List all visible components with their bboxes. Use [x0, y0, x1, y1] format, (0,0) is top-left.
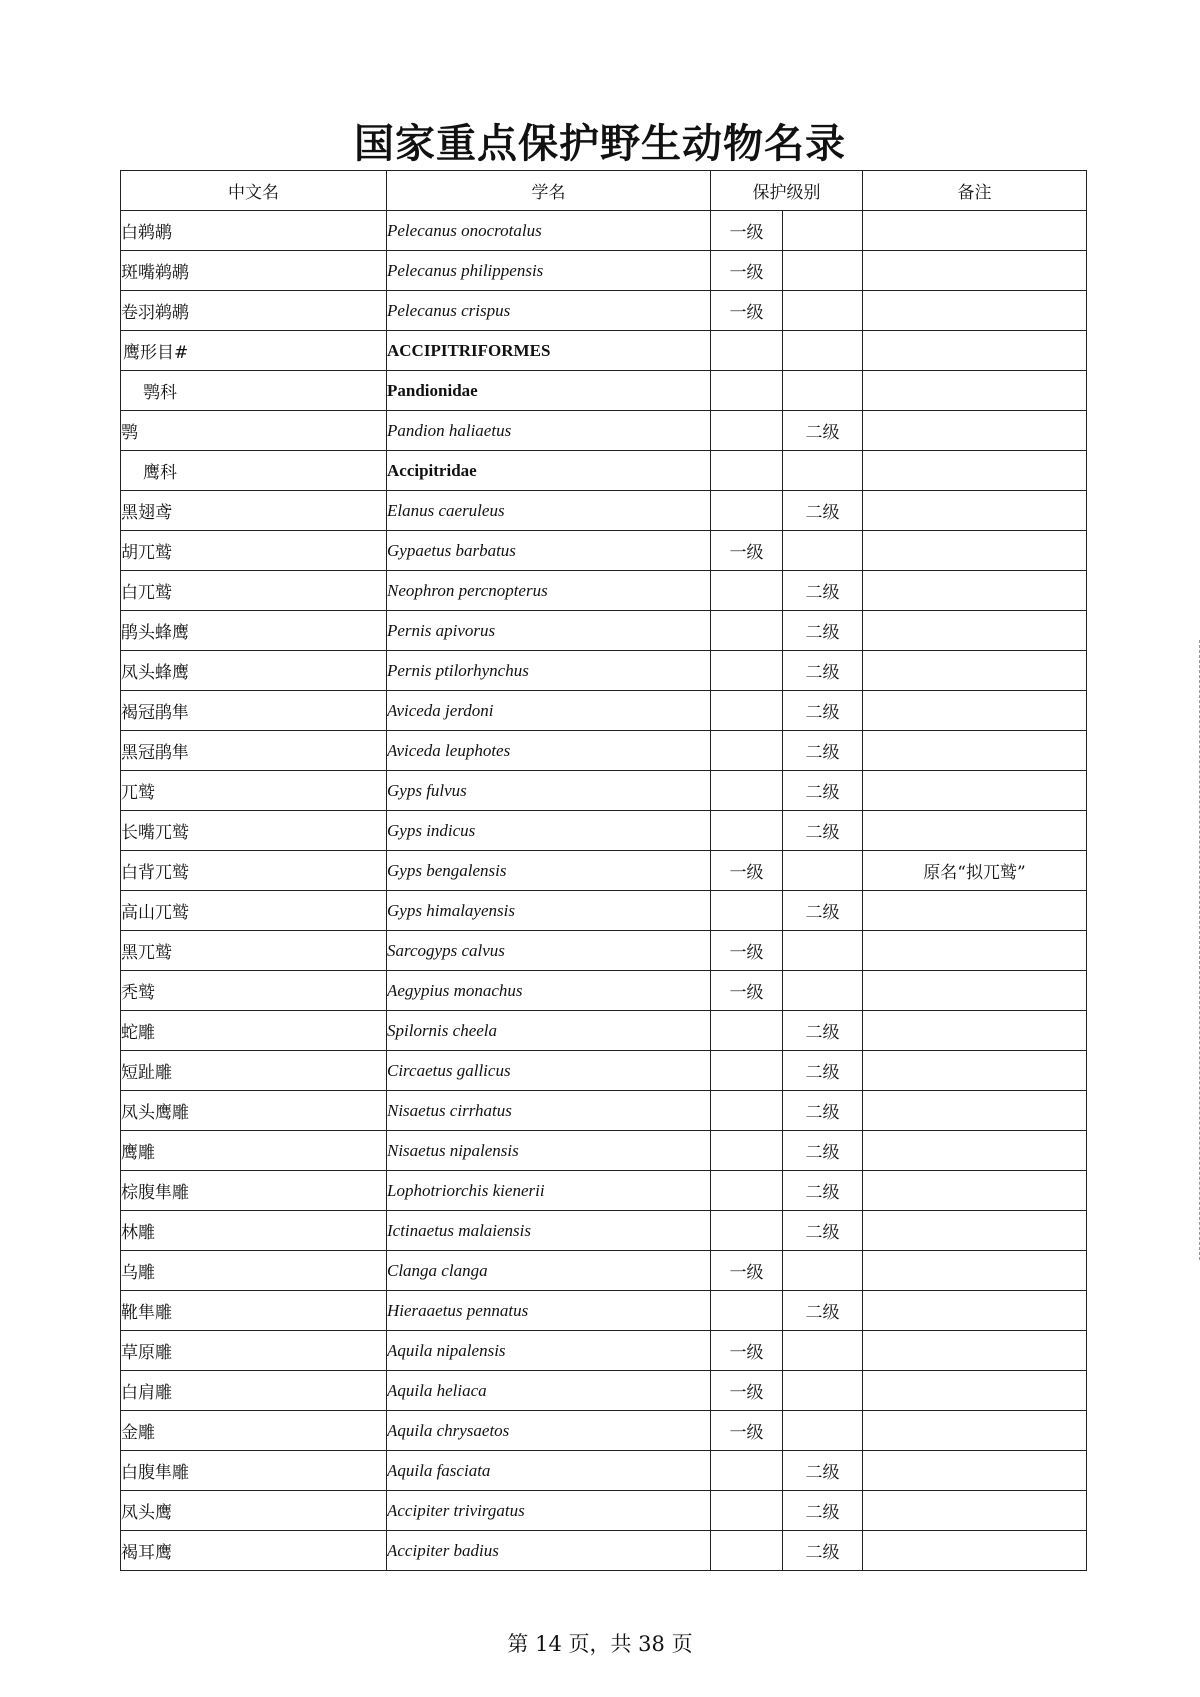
table-row [121, 1411, 1087, 1451]
chinese-name-cell: 鹰科 [121, 451, 387, 491]
scientific-name-cell: Aquila nipalensis [387, 1331, 711, 1371]
header-protection-level: 保护级别 [711, 171, 863, 211]
level-two-cell: 二级 [783, 811, 863, 851]
scientific-name-cell: Pernis ptilorhynchus [387, 651, 711, 691]
level-one-cell [711, 731, 783, 771]
order-row [121, 331, 1087, 371]
level-two-cell: 二级 [783, 1171, 863, 1211]
chinese-name-cell: 鹰形目# [121, 331, 387, 371]
scientific-name-cell: Circaetus gallicus [387, 1051, 711, 1091]
chinese-name-cell: 凤头蜂鹰 [121, 651, 387, 691]
level-one-cell [711, 1091, 783, 1131]
chinese-name-cell: 白腹隼雕 [121, 1451, 387, 1491]
level-one-cell: 一级 [711, 1411, 783, 1451]
remarks-cell: 原名“拟兀鹫” [863, 851, 1087, 891]
level-two-cell: 二级 [783, 691, 863, 731]
remarks-cell [863, 1411, 1087, 1451]
level-one-cell [711, 411, 783, 451]
level-two-cell: 二级 [783, 1491, 863, 1531]
table-row [121, 1331, 1087, 1371]
level-one-cell [711, 811, 783, 851]
level-one-cell [711, 1051, 783, 1091]
remarks-cell [863, 411, 1087, 451]
remarks-cell [863, 251, 1087, 291]
table-row [121, 1251, 1087, 1291]
scientific-name-cell: Accipiter badius [387, 1531, 711, 1571]
level-one-cell [711, 651, 783, 691]
level-one-cell: 一级 [711, 1331, 783, 1371]
table-row [121, 691, 1087, 731]
scientific-name-cell: Accipiter trivirgatus [387, 1491, 711, 1531]
level-two-cell: 二级 [783, 1011, 863, 1051]
level-one-cell: 一级 [711, 211, 783, 251]
level-one-cell [711, 771, 783, 811]
table-row [121, 1451, 1087, 1491]
level-one-cell: 一级 [711, 1371, 783, 1411]
scientific-name-cell: Spilornis cheela [387, 1011, 711, 1051]
level-two-cell [783, 451, 863, 491]
scientific-name-cell: Elanus caeruleus [387, 491, 711, 531]
chinese-name-cell: 鹗科 [121, 371, 387, 411]
family-row [121, 451, 1087, 491]
level-two-cell: 二级 [783, 1211, 863, 1251]
table-row [121, 1131, 1087, 1171]
scan-edge-marks [1196, 640, 1200, 1260]
remarks-cell [863, 1051, 1087, 1091]
level-two-cell [783, 851, 863, 891]
level-one-cell [711, 1491, 783, 1531]
table-row [121, 931, 1087, 971]
chinese-name-cell: 凤头鹰雕 [121, 1091, 387, 1131]
remarks-cell [863, 1491, 1087, 1531]
scientific-name-cell: Aviceda leuphotes [387, 731, 711, 771]
level-two-cell: 二级 [783, 1131, 863, 1171]
level-one-cell [711, 371, 783, 411]
table-row [121, 531, 1087, 571]
level-one-cell [711, 331, 783, 371]
level-two-cell: 二级 [783, 1451, 863, 1491]
remarks-cell [863, 571, 1087, 611]
remarks-cell [863, 1331, 1087, 1371]
level-two-cell: 二级 [783, 771, 863, 811]
remarks-cell [863, 1251, 1087, 1291]
remarks-cell [863, 1451, 1087, 1491]
chinese-name-cell: 褐耳鹰 [121, 1531, 387, 1571]
table-row [121, 651, 1087, 691]
scientific-name-cell: Pelecanus onocrotalus [387, 211, 711, 251]
table-row [121, 1491, 1087, 1531]
remarks-cell [863, 331, 1087, 371]
level-one-cell [711, 1211, 783, 1251]
chinese-name-cell: 褐冠鹃隼 [121, 691, 387, 731]
level-two-cell [783, 211, 863, 251]
chinese-name-cell: 草原雕 [121, 1331, 387, 1371]
level-two-cell: 二级 [783, 1531, 863, 1571]
chinese-name-cell: 胡兀鹫 [121, 531, 387, 571]
remarks-cell [863, 211, 1087, 251]
level-one-cell: 一级 [711, 291, 783, 331]
scientific-name-cell: Aquila fasciata [387, 1451, 711, 1491]
chinese-name-cell: 高山兀鹫 [121, 891, 387, 931]
species-table [120, 170, 1087, 1571]
table-row [121, 211, 1087, 251]
remarks-cell [863, 651, 1087, 691]
remarks-cell [863, 531, 1087, 571]
scientific-name-cell: Clanga clanga [387, 1251, 711, 1291]
scientific-name-cell: Gyps bengalensis [387, 851, 711, 891]
table-row [121, 1091, 1087, 1131]
table-row [121, 771, 1087, 811]
level-one-cell: 一级 [711, 531, 783, 571]
table-row [121, 1051, 1087, 1091]
scientific-name-cell: Lophotriorchis kienerii [387, 1171, 711, 1211]
level-two-cell: 二级 [783, 651, 863, 691]
remarks-cell [863, 451, 1087, 491]
level-one-cell [711, 691, 783, 731]
table-row [121, 571, 1087, 611]
header-remarks: 备注 [863, 171, 1087, 211]
table-header [121, 171, 1087, 211]
scientific-name-cell: Nisaetus cirrhatus [387, 1091, 711, 1131]
scientific-name-cell: Ictinaetus malaiensis [387, 1211, 711, 1251]
level-two-cell: 二级 [783, 891, 863, 931]
table-row [121, 731, 1087, 771]
remarks-cell [863, 1171, 1087, 1211]
scientific-name-cell: Aegypius monachus [387, 971, 711, 1011]
chinese-name-cell: 乌雕 [121, 1251, 387, 1291]
family-row [121, 371, 1087, 411]
level-two-cell: 二级 [783, 731, 863, 771]
table-row [121, 1291, 1087, 1331]
level-one-cell [711, 1291, 783, 1331]
remarks-cell [863, 1131, 1087, 1171]
table-row [121, 291, 1087, 331]
level-one-cell [711, 891, 783, 931]
level-two-cell: 二级 [783, 411, 863, 451]
document-title: 国家重点保护野生动物名录 [354, 120, 846, 167]
table-row [121, 851, 1087, 891]
remarks-cell [863, 291, 1087, 331]
chinese-name-cell: 兀鹫 [121, 771, 387, 811]
chinese-name-cell: 长嘴兀鹫 [121, 811, 387, 851]
level-one-cell: 一级 [711, 251, 783, 291]
chinese-name-cell: 黑冠鹃隼 [121, 731, 387, 771]
chinese-name-cell: 白肩雕 [121, 1371, 387, 1411]
level-one-cell [711, 1171, 783, 1211]
level-two-cell [783, 251, 863, 291]
table-row [121, 251, 1087, 291]
level-two-cell: 二级 [783, 1291, 863, 1331]
level-one-cell [711, 1011, 783, 1051]
level-one-cell [711, 451, 783, 491]
level-one-cell [711, 571, 783, 611]
remarks-cell [863, 1291, 1087, 1331]
scientific-name-cell: Accipitridae [387, 451, 711, 491]
scientific-name-cell: Aviceda jerdoni [387, 691, 711, 731]
scientific-name-cell: Pernis apivorus [387, 611, 711, 651]
chinese-name-cell: 白背兀鹫 [121, 851, 387, 891]
table-row [121, 1211, 1087, 1251]
chinese-name-cell: 白鹈鹕 [121, 211, 387, 251]
table-row [121, 1011, 1087, 1051]
level-two-cell: 二级 [783, 1091, 863, 1131]
table-row [121, 1371, 1087, 1411]
level-two-cell [783, 1331, 863, 1371]
scientific-name-cell: Gypaetus barbatus [387, 531, 711, 571]
level-one-cell [711, 491, 783, 531]
scientific-name-cell: Hieraaetus pennatus [387, 1291, 711, 1331]
level-one-cell: 一级 [711, 931, 783, 971]
remarks-cell [863, 811, 1087, 851]
chinese-name-cell: 鹗 [121, 411, 387, 451]
table-body [121, 211, 1087, 1571]
chinese-name-cell: 白兀鹫 [121, 571, 387, 611]
level-one-cell [711, 611, 783, 651]
table-row [121, 971, 1087, 1011]
remarks-cell [863, 1011, 1087, 1051]
table-row [121, 411, 1087, 451]
scientific-name-cell: Gyps himalayensis [387, 891, 711, 931]
remarks-cell [863, 491, 1087, 531]
level-two-cell [783, 971, 863, 1011]
remarks-cell [863, 691, 1087, 731]
remarks-cell [863, 1091, 1087, 1131]
level-two-cell [783, 1411, 863, 1451]
level-two-cell: 二级 [783, 611, 863, 651]
level-one-cell: 一级 [711, 851, 783, 891]
scientific-name-cell: Nisaetus nipalensis [387, 1131, 711, 1171]
table-row [121, 1171, 1087, 1211]
chinese-name-cell: 林雕 [121, 1211, 387, 1251]
chinese-name-cell: 棕腹隼雕 [121, 1171, 387, 1211]
remarks-cell [863, 731, 1087, 771]
level-two-cell: 二级 [783, 1051, 863, 1091]
table-row [121, 891, 1087, 931]
table-row [121, 491, 1087, 531]
scientific-name-cell: Aquila chrysaetos [387, 1411, 711, 1451]
remarks-cell [863, 971, 1087, 1011]
scientific-name-cell: Aquila heliaca [387, 1371, 711, 1411]
scientific-name-cell: Gyps fulvus [387, 771, 711, 811]
level-two-cell [783, 931, 863, 971]
chinese-name-cell: 鹃头蜂鹰 [121, 611, 387, 651]
chinese-name-cell: 蛇雕 [121, 1011, 387, 1051]
level-two-cell: 二级 [783, 491, 863, 531]
remarks-cell [863, 1371, 1087, 1411]
chinese-name-cell: 短趾雕 [121, 1051, 387, 1091]
table-row [121, 611, 1087, 651]
remarks-cell [863, 611, 1087, 651]
chinese-name-cell: 金雕 [121, 1411, 387, 1451]
scientific-name-cell: Sarcogyps calvus [387, 931, 711, 971]
level-two-cell: 二级 [783, 571, 863, 611]
table-row [121, 811, 1087, 851]
scientific-name-cell: Pandionidae [387, 371, 711, 411]
chinese-name-cell: 黑兀鹫 [121, 931, 387, 971]
header-chinese-name: 中文名 [121, 171, 387, 211]
level-two-cell [783, 531, 863, 571]
remarks-cell [863, 931, 1087, 971]
chinese-name-cell: 斑嘴鹈鹕 [121, 251, 387, 291]
remarks-cell [863, 1211, 1087, 1251]
level-one-cell [711, 1131, 783, 1171]
level-one-cell: 一级 [711, 971, 783, 1011]
table-row [121, 1531, 1087, 1571]
level-one-cell [711, 1451, 783, 1491]
scientific-name-cell: Gyps indicus [387, 811, 711, 851]
level-two-cell [783, 291, 863, 331]
level-one-cell [711, 1531, 783, 1571]
level-one-cell: 一级 [711, 1251, 783, 1291]
scientific-name-cell: Neophron percnopterus [387, 571, 711, 611]
scientific-name-cell: ACCIPITRIFORMES [387, 331, 711, 371]
page-footer: 第 14 页，共 38 页 [507, 1632, 693, 1656]
chinese-name-cell: 靴隼雕 [121, 1291, 387, 1331]
level-two-cell [783, 371, 863, 411]
level-two-cell [783, 1371, 863, 1411]
header-scientific-name: 学名 [387, 171, 711, 211]
remarks-cell [863, 891, 1087, 931]
chinese-name-cell: 黑翅鸢 [121, 491, 387, 531]
scientific-name-cell: Pelecanus philippensis [387, 251, 711, 291]
remarks-cell [863, 1531, 1087, 1571]
scientific-name-cell: Pandion haliaetus [387, 411, 711, 451]
chinese-name-cell: 鹰雕 [121, 1131, 387, 1171]
chinese-name-cell: 卷羽鹈鹕 [121, 291, 387, 331]
remarks-cell [863, 371, 1087, 411]
level-two-cell [783, 1251, 863, 1291]
level-two-cell [783, 331, 863, 371]
chinese-name-cell: 凤头鹰 [121, 1491, 387, 1531]
chinese-name-cell: 秃鹫 [121, 971, 387, 1011]
remarks-cell [863, 771, 1087, 811]
scientific-name-cell: Pelecanus crispus [387, 291, 711, 331]
